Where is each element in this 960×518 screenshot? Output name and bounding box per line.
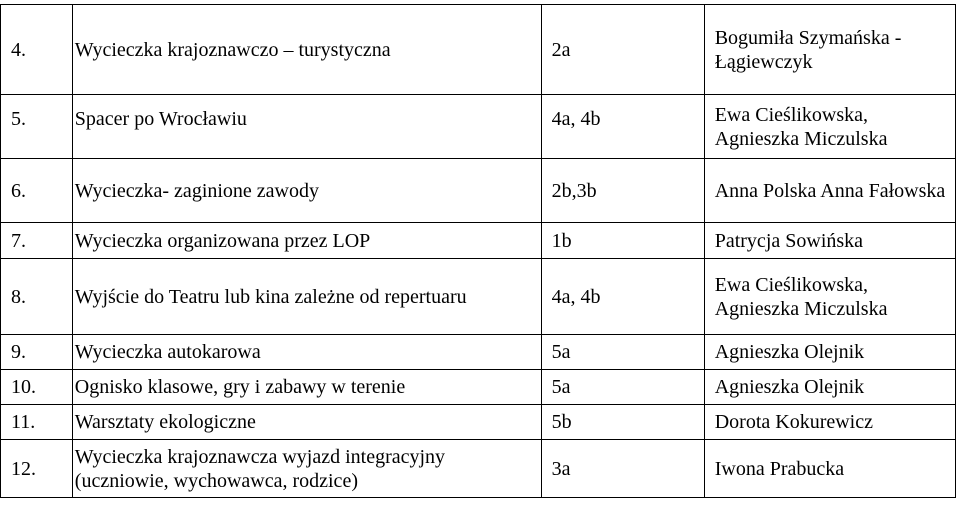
table-row [1,405,956,440]
class-cell: 4a, 4b [541,259,704,335]
teacher-cell: Agnieszka Olejnik [704,370,955,405]
class-cell: 5a [541,370,704,405]
row-number: 8. [1,259,73,335]
class-cell: 3a [541,440,704,498]
teacher-cell: Bogumiła Szymańska - Łągiewczyk [704,5,955,95]
class-cell: 4a, 4b [541,95,704,159]
teacher-cell: Agnieszka Olejnik [704,335,955,370]
teacher-cell: Iwona Prabucka [704,440,955,498]
activity-title: Wyjście do Teatru lub kina zależne od repertuaru [72,259,541,335]
activity-title: Spacer po Wrocławiu [72,95,541,159]
class-cell: 5a [541,335,704,370]
row-number: 9. [1,335,73,370]
table-row [1,5,956,95]
activity-title: Wycieczka organizowana przez LOP [72,223,541,259]
row-number: 6. [1,159,73,223]
row-number: 11. [1,405,73,440]
activity-title: Wycieczka autokarowa [72,335,541,370]
table-row [1,95,956,159]
class-cell: 2b,3b [541,159,704,223]
activities-table [0,4,956,498]
class-cell: 1b [541,223,704,259]
row-number: 7. [1,223,73,259]
activity-title: Warsztaty ekologiczne [72,405,541,440]
teacher-cell: Ewa Cieślikowska, Agnieszka Miczulska [704,259,955,335]
activity-title: Wycieczka krajoznawcza wyjazd integracyjny (uczniowie, wychowawca, rodzice) [72,440,541,498]
class-cell: 5b [541,405,704,440]
row-number: 4. [1,5,73,95]
table-row [1,259,956,335]
row-number: 5. [1,95,73,159]
row-number: 12. [1,440,73,498]
activity-title: Wycieczka- zaginione zawody [72,159,541,223]
table-row [1,335,956,370]
table-row [1,440,956,498]
teacher-cell: Dorota Kokurewicz [704,405,955,440]
row-number: 10. [1,370,73,405]
activity-title: Wycieczka krajoznawczo – turystyczna [72,5,541,95]
teacher-cell: Patrycja Sowińska [704,223,955,259]
table-row [1,223,956,259]
class-cell: 2a [541,5,704,95]
table-row [1,159,956,223]
table-row [1,370,956,405]
teacher-cell: Anna Polska Anna Fałowska [704,159,955,223]
teacher-cell: Ewa Cieślikowska, Agnieszka Miczulska [704,95,955,159]
activity-title: Ognisko klasowe, gry i zabawy w terenie [72,370,541,405]
